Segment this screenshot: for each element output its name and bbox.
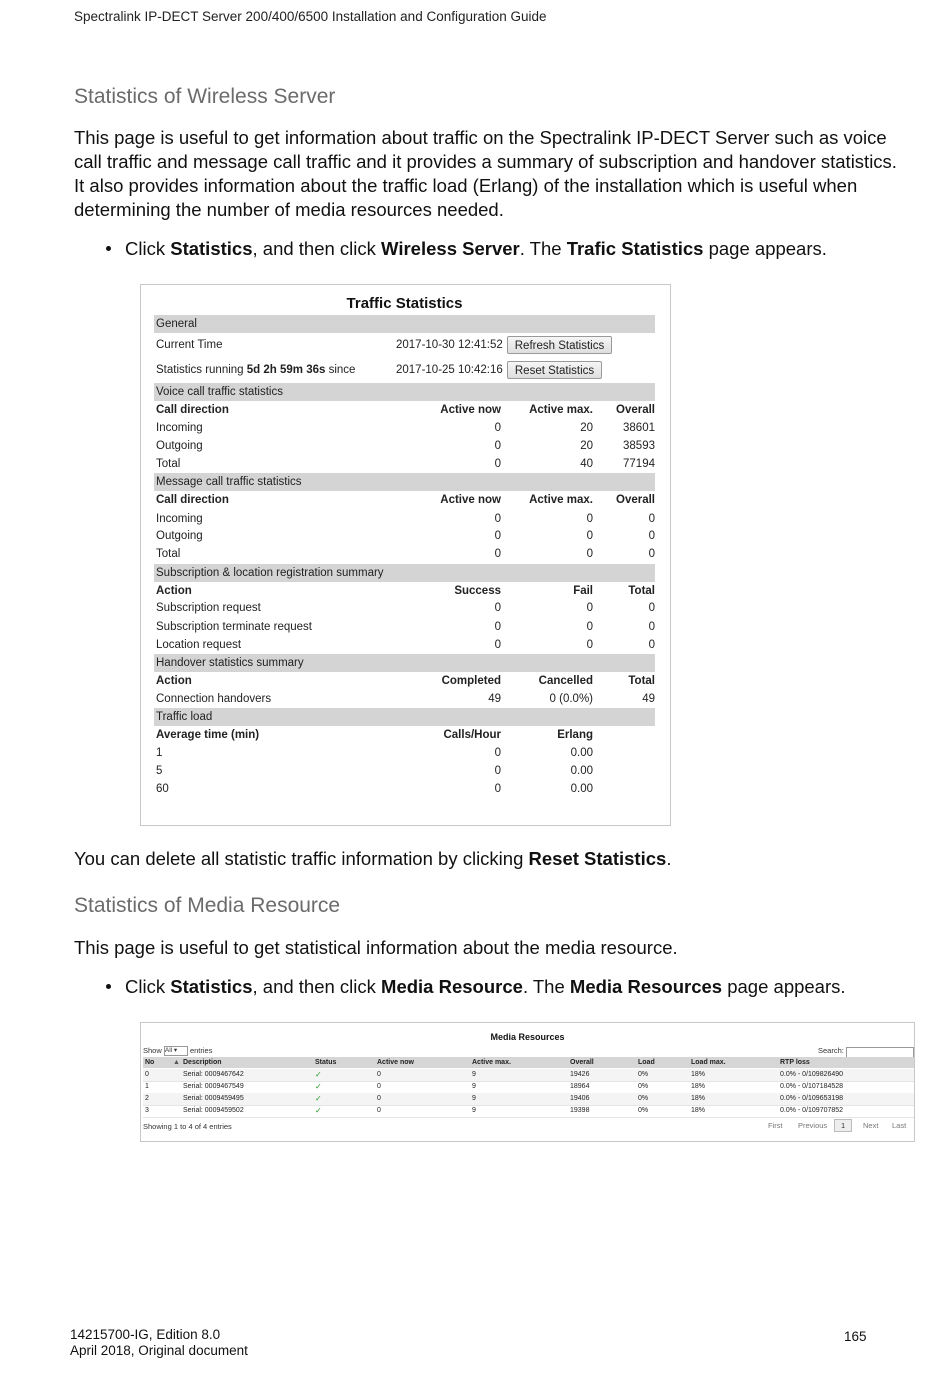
intro-paragraph: This page is useful to get information about traffic on the Spectralink IP-DECT Server such as voice call traffic and message call traffic and it provides a summary of subscription and handover statistics. It also provides information about the traffic load (Erlang) of the installation which is useful when determining the number of media resources needed. [74,127,897,220]
traffic-statistics-screenshot [140,284,671,826]
table-row: Incoming 0 20 38601 [156,422,655,434]
check-icon: ✓ [315,1082,322,1091]
column-header[interactable]: Load max. [691,1059,726,1066]
table-row: Outgoing 0 20 38593 [156,440,655,452]
section-heading-wireless-server: Statistics of Wireless Server [74,85,336,108]
table-info: Showing 1 to 4 of 4 entries [143,1122,232,1131]
media-resources-screenshot [140,1022,915,1142]
bullet-dot [106,984,111,989]
bullet-dot [106,246,111,251]
table-row: 60 0 0.00 [156,783,593,795]
table-row: Incoming 0 0 0 [156,513,655,525]
table-row: Subscription request 0 0 0 [156,602,655,614]
check-icon: ✓ [315,1070,322,1079]
table-row: 1 Serial: 0009467549 ✓ 0 9 18964 0% 18% 0.0% - 0/107184528 [143,1081,914,1094]
refresh-statistics-button[interactable]: Refresh Statistics [507,336,612,354]
check-icon: ✓ [315,1094,322,1103]
section-heading-media-resource: Statistics of Media Resource [74,894,341,917]
show-entries-control: Show All ▾ entries [143,1046,213,1055]
message-column-headers: Call direction Active now Active max. Overall [156,494,655,506]
column-header[interactable]: Active now [377,1059,414,1066]
table-row: 5 0 0.00 [156,765,593,777]
traffic-statistics-title: Traffic Statistics [346,295,463,312]
pager-last[interactable]: Last [892,1121,907,1130]
column-header[interactable]: Status [315,1059,337,1066]
traffic-load-section-header: Traffic load [154,708,655,726]
message-section-header: Message call traffic statistics [154,473,655,491]
subscription-column-headers: Action Success Fail Total [156,585,655,597]
column-header[interactable]: Description [183,1059,222,1066]
table-row: 1 0 0.00 [156,747,593,759]
general-section-header: General [154,315,655,333]
show-entries-select[interactable]: All ▾ [164,1046,188,1056]
statistics-running-row: Statistics running 5d 2h 59m 36s since 2017-10-25 10:42:16 [156,364,503,376]
instruction-bullet-media: Click Statistics, and then click Media Resource. The Media Resources page appears. [106,975,846,999]
pager-first[interactable]: First [768,1121,783,1130]
reset-note-paragraph: You can delete all statistic traffic information by clicking Reset Statistics. [74,848,672,869]
traffic-load-column-headers: Average time (min) Calls/Hour Erlang [156,729,593,741]
running-header: Spectralink IP-DECT Server 200/400/6500 Installation and Configuration Guide [74,9,547,24]
pager-next[interactable]: Next [863,1121,879,1130]
voice-section-header: Voice call traffic statistics [154,383,655,401]
media-resources-title: Media Resources [490,1032,565,1042]
sort-asc-icon: ▲ [173,1059,180,1066]
table-row: Total 0 0 0 [156,548,655,560]
table-row: Total 0 40 77194 [156,458,655,470]
table-row: Subscription terminate request 0 0 0 [156,621,655,633]
search-label: Search: [818,1046,844,1055]
reset-statistics-button[interactable]: Reset Statistics [507,361,602,379]
page-number: 165 [844,1329,867,1344]
handover-section-header: Handover statistics summary [154,654,655,672]
pager-page-1[interactable]: 1 [834,1119,852,1132]
media-paragraph: This page is useful to get statistical information about the media resource. [74,937,678,958]
footer-doc-info: 14215700-IG, Edition 8.0 April 2018, Original document [70,1327,248,1358]
column-header[interactable]: Overall [570,1059,594,1066]
column-header[interactable]: No [145,1059,155,1066]
table-row: 0 Serial: 0009467642 ✓ 0 9 19426 0% 18% 0.0% - 0/109826490 [143,1069,914,1082]
handover-column-headers: Action Completed Cancelled Total [156,675,655,687]
table-row: Outgoing 0 0 0 [156,530,655,542]
table-row: Location request 0 0 0 [156,639,655,651]
table-row: 3 Serial: 0009459502 ✓ 0 9 19398 0% 18% 0.0% - 0/109707852 [143,1105,914,1118]
voice-column-headers: Call direction Active now Active max. Overall [156,404,655,416]
column-header[interactable]: RTP loss [780,1059,810,1066]
column-header[interactable]: Load [638,1059,655,1066]
table-row: 2 Serial: 0009459495 ✓ 0 9 19406 0% 18% 0.0% - 0/109653198 [143,1093,914,1106]
instruction-bullet-wireless: Click Statistics, and then click Wireless Server. The Trafic Statistics page appears. [106,237,827,261]
table-row: Connection handovers 49 0 (0.0%) 49 [156,693,655,705]
current-time-row: Current Time 2017-10-30 12:41:52 [156,339,503,351]
column-header[interactable]: Active max. [472,1059,511,1066]
check-icon: ✓ [315,1106,322,1115]
pager-previous[interactable]: Previous [798,1121,828,1130]
subscription-section-header: Subscription & location registration summary [154,564,655,582]
media-table-header [143,1057,914,1068]
